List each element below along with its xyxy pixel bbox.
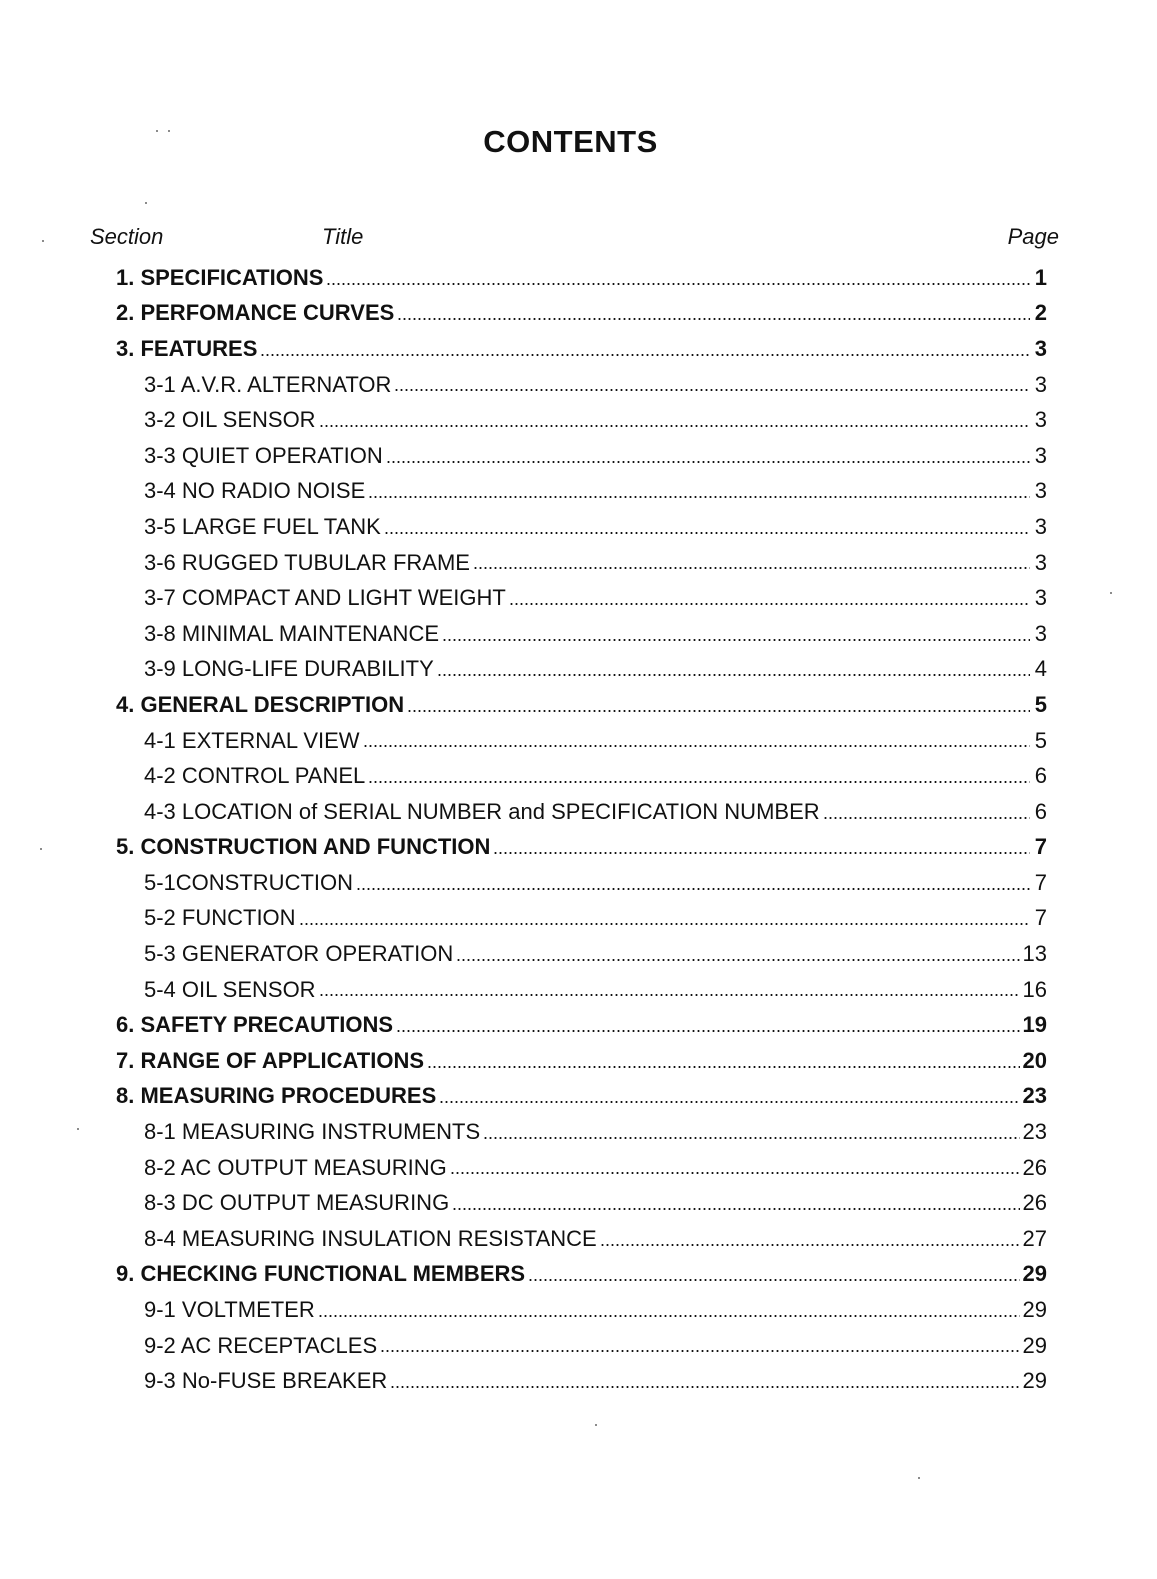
dot-leader (528, 1277, 1019, 1283)
scan-speck (168, 130, 170, 132)
scan-speck (1110, 592, 1112, 594)
dot-leader (407, 708, 1030, 714)
toc-subentry[interactable] (116, 402, 1047, 438)
toc-subentry[interactable] (116, 936, 1047, 972)
toc-entry-label: 5-1CONSTRUCTION (144, 869, 354, 895)
dot-leader (450, 1170, 1020, 1176)
dot-leader (823, 815, 1030, 821)
toc-entry-label: 5. CONSTRUCTION AND FUNCTION (116, 834, 491, 860)
scan-speck (595, 1424, 597, 1426)
toc-subentry[interactable] (116, 1363, 1047, 1399)
toc-entry-label: 8-2 AC OUTPUT MEASURING (144, 1154, 447, 1180)
toc-entry-page: 6 (1034, 763, 1047, 789)
toc-entry-page: 29 (1022, 1261, 1047, 1287)
toc-entry-label: 5-2 FUNCTION (144, 905, 296, 931)
toc-entry-label: 8-3 DC OUTPUT MEASURING (144, 1190, 450, 1216)
toc-subentry[interactable] (116, 367, 1047, 403)
toc-entry-page: 3 (1034, 513, 1047, 539)
toc-entry-label: 3-9 LONG-LIFE DURABILITY (144, 656, 434, 682)
toc-subentry[interactable] (116, 1221, 1047, 1257)
toc-entry-page: 3 (1034, 442, 1047, 468)
toc-entry-page: 7 (1034, 905, 1047, 931)
toc-entry-page: 3 (1034, 620, 1047, 646)
dot-leader (600, 1242, 1020, 1248)
dot-leader (439, 1099, 1019, 1105)
toc-entry-page: 2 (1034, 300, 1047, 326)
column-header-section: Section (90, 224, 164, 249)
toc-entry-page: 13 (1022, 941, 1047, 967)
toc-entry-label: 8. MEASURING PROCEDURES (116, 1083, 437, 1109)
dot-leader (390, 1384, 1019, 1390)
toc-subentry[interactable] (116, 545, 1047, 581)
dot-leader (456, 957, 1019, 963)
dot-leader (397, 316, 1030, 322)
toc-entry-page: 26 (1022, 1190, 1047, 1216)
scan-speck (145, 202, 147, 204)
toc-entry-label: 4-2 CONTROL PANEL (144, 763, 366, 789)
toc-entry-page: 3 (1034, 585, 1047, 611)
toc-subentry[interactable] (116, 1150, 1047, 1186)
scan-speck (40, 848, 42, 850)
toc-entry-label: 8-4 MEASURING INSULATION RESISTANCE (144, 1225, 597, 1251)
toc-entry-page: 3 (1034, 335, 1047, 361)
dot-leader (368, 779, 1030, 785)
toc-entry-label: 3. FEATURES (116, 335, 258, 361)
toc-subentry[interactable] (116, 901, 1047, 937)
toc-entry-label: 4-3 LOCATION of SERIAL NUMBER and SPECIFICATION NUMBER (144, 798, 820, 824)
toc-entry-page: 3 (1034, 407, 1047, 433)
toc-entry-label: 2. PERFOMANCE CURVES (116, 300, 395, 326)
dot-leader (394, 387, 1030, 393)
toc-entry[interactable] (116, 296, 1047, 332)
toc-entry-label: 3-5 LARGE FUEL TANK (144, 513, 381, 539)
toc-entry-page: 5 (1034, 691, 1047, 717)
dot-leader (509, 601, 1030, 607)
toc-entry[interactable] (116, 1043, 1047, 1079)
toc-entry-label: 4. GENERAL DESCRIPTION (116, 691, 405, 717)
dot-leader (437, 672, 1030, 678)
toc-subentry[interactable] (116, 652, 1047, 688)
toc-subentry[interactable] (116, 758, 1047, 794)
toc-entry-page: 3 (1034, 371, 1047, 397)
toc-entry[interactable] (116, 260, 1047, 296)
toc-entry-label: 5-3 GENERATOR OPERATION (144, 941, 454, 967)
dot-leader (260, 352, 1030, 358)
toc-entry[interactable] (116, 687, 1047, 723)
toc-entry-page: 27 (1022, 1225, 1047, 1251)
dot-leader (386, 459, 1030, 465)
toc-entry-page: 1 (1034, 264, 1047, 290)
toc-entry-page: 7 (1034, 869, 1047, 895)
scan-speck (42, 240, 44, 242)
toc-entry-label: 7. RANGE OF APPLICATIONS (116, 1047, 425, 1073)
dot-leader (319, 992, 1020, 998)
toc-entry[interactable] (116, 1007, 1047, 1043)
toc-entry-page: 3 (1034, 478, 1047, 504)
toc-entry-page: 4 (1034, 656, 1047, 682)
toc-entry-page: 29 (1022, 1297, 1047, 1323)
toc-entry-label: 3-2 OIL SENSOR (144, 407, 316, 433)
table-of-contents (116, 260, 1047, 1399)
toc-entry-page: 6 (1034, 798, 1047, 824)
dot-leader (380, 1348, 1019, 1354)
dot-leader (368, 494, 1030, 500)
scan-speck (156, 130, 158, 132)
toc-entry-label: 4-1 EXTERNAL VIEW (144, 727, 360, 753)
dot-leader (473, 565, 1030, 571)
toc-subentry[interactable] (116, 794, 1047, 830)
toc-entry-label: 1. SPECIFICATIONS (116, 264, 324, 290)
toc-entry-label: 5-4 OIL SENSOR (144, 976, 316, 1002)
toc-entry-page: 5 (1034, 727, 1047, 753)
dot-leader (483, 1135, 1019, 1141)
toc-entry-page: 16 (1022, 976, 1047, 1002)
toc-subentry[interactable] (116, 723, 1047, 759)
column-header-page: Page (1007, 224, 1059, 249)
scan-speck (918, 1477, 920, 1479)
toc-subentry[interactable] (116, 1114, 1047, 1150)
toc-entry[interactable] (116, 1257, 1047, 1293)
dot-leader (396, 1028, 1019, 1034)
toc-entry-label: 9-2 AC RECEPTACLES (144, 1332, 378, 1358)
toc-subentry[interactable] (116, 580, 1047, 616)
column-header-title: Title (322, 224, 364, 249)
dot-leader (319, 423, 1030, 429)
toc-subentry[interactable] (116, 616, 1047, 652)
toc-entry-label: 3-1 A.V.R. ALTERNATOR (144, 371, 392, 397)
dot-leader (384, 530, 1030, 536)
dot-leader (299, 921, 1030, 927)
dot-leader (326, 281, 1030, 287)
toc-entry-label: 3-7 COMPACT AND LIGHT WEIGHT (144, 585, 506, 611)
dot-leader (452, 1206, 1019, 1212)
dot-leader (363, 743, 1030, 749)
toc-entry-label: 3-8 MINIMAL MAINTENANCE (144, 620, 440, 646)
toc-subentry[interactable] (116, 438, 1047, 474)
toc-entry[interactable] (116, 1079, 1047, 1115)
toc-entry-page: 7 (1034, 834, 1047, 860)
toc-subentry[interactable] (116, 1328, 1047, 1364)
toc-entry-page: 20 (1022, 1047, 1047, 1073)
toc-entry-page: 3 (1034, 549, 1047, 575)
toc-subentry[interactable] (116, 865, 1047, 901)
scan-speck (77, 1128, 79, 1130)
toc-subentry[interactable] (116, 509, 1047, 545)
toc-entry-page: 29 (1022, 1332, 1047, 1358)
toc-entry-label: 3-6 RUGGED TUBULAR FRAME (144, 549, 470, 575)
toc-subentry[interactable] (116, 1185, 1047, 1221)
dot-leader (442, 637, 1030, 643)
toc-entry-label: 9-3 No-FUSE BREAKER (144, 1368, 388, 1394)
toc-subentry[interactable] (116, 474, 1047, 510)
dot-leader (356, 886, 1030, 892)
toc-entry-label: 8-1 MEASURING INSTRUMENTS (144, 1119, 481, 1145)
toc-entry-page: 19 (1022, 1012, 1047, 1038)
toc-entry-page: 26 (1022, 1154, 1047, 1180)
toc-entry-label: 3-3 QUIET OPERATION (144, 442, 383, 468)
dot-leader (318, 1313, 1020, 1319)
toc-entry[interactable] (116, 830, 1047, 866)
toc-entry-label: 9-1 VOLTMETER (144, 1297, 315, 1323)
toc-subentry[interactable] (116, 1292, 1047, 1328)
toc-entry-label: 6. SAFETY PRECAUTIONS (116, 1012, 394, 1038)
page-title: CONTENTS (483, 124, 658, 159)
toc-entry-page: 23 (1022, 1083, 1047, 1109)
toc-entry-page: 29 (1022, 1368, 1047, 1394)
toc-entry-label: 3-4 NO RADIO NOISE (144, 478, 366, 504)
toc-entry-page: 23 (1022, 1119, 1047, 1145)
dot-leader (493, 850, 1030, 856)
toc-entry-label: 9. CHECKING FUNCTIONAL MEMBERS (116, 1261, 526, 1287)
toc-entry[interactable] (116, 331, 1047, 367)
toc-subentry[interactable] (116, 972, 1047, 1008)
dot-leader (427, 1064, 1019, 1070)
